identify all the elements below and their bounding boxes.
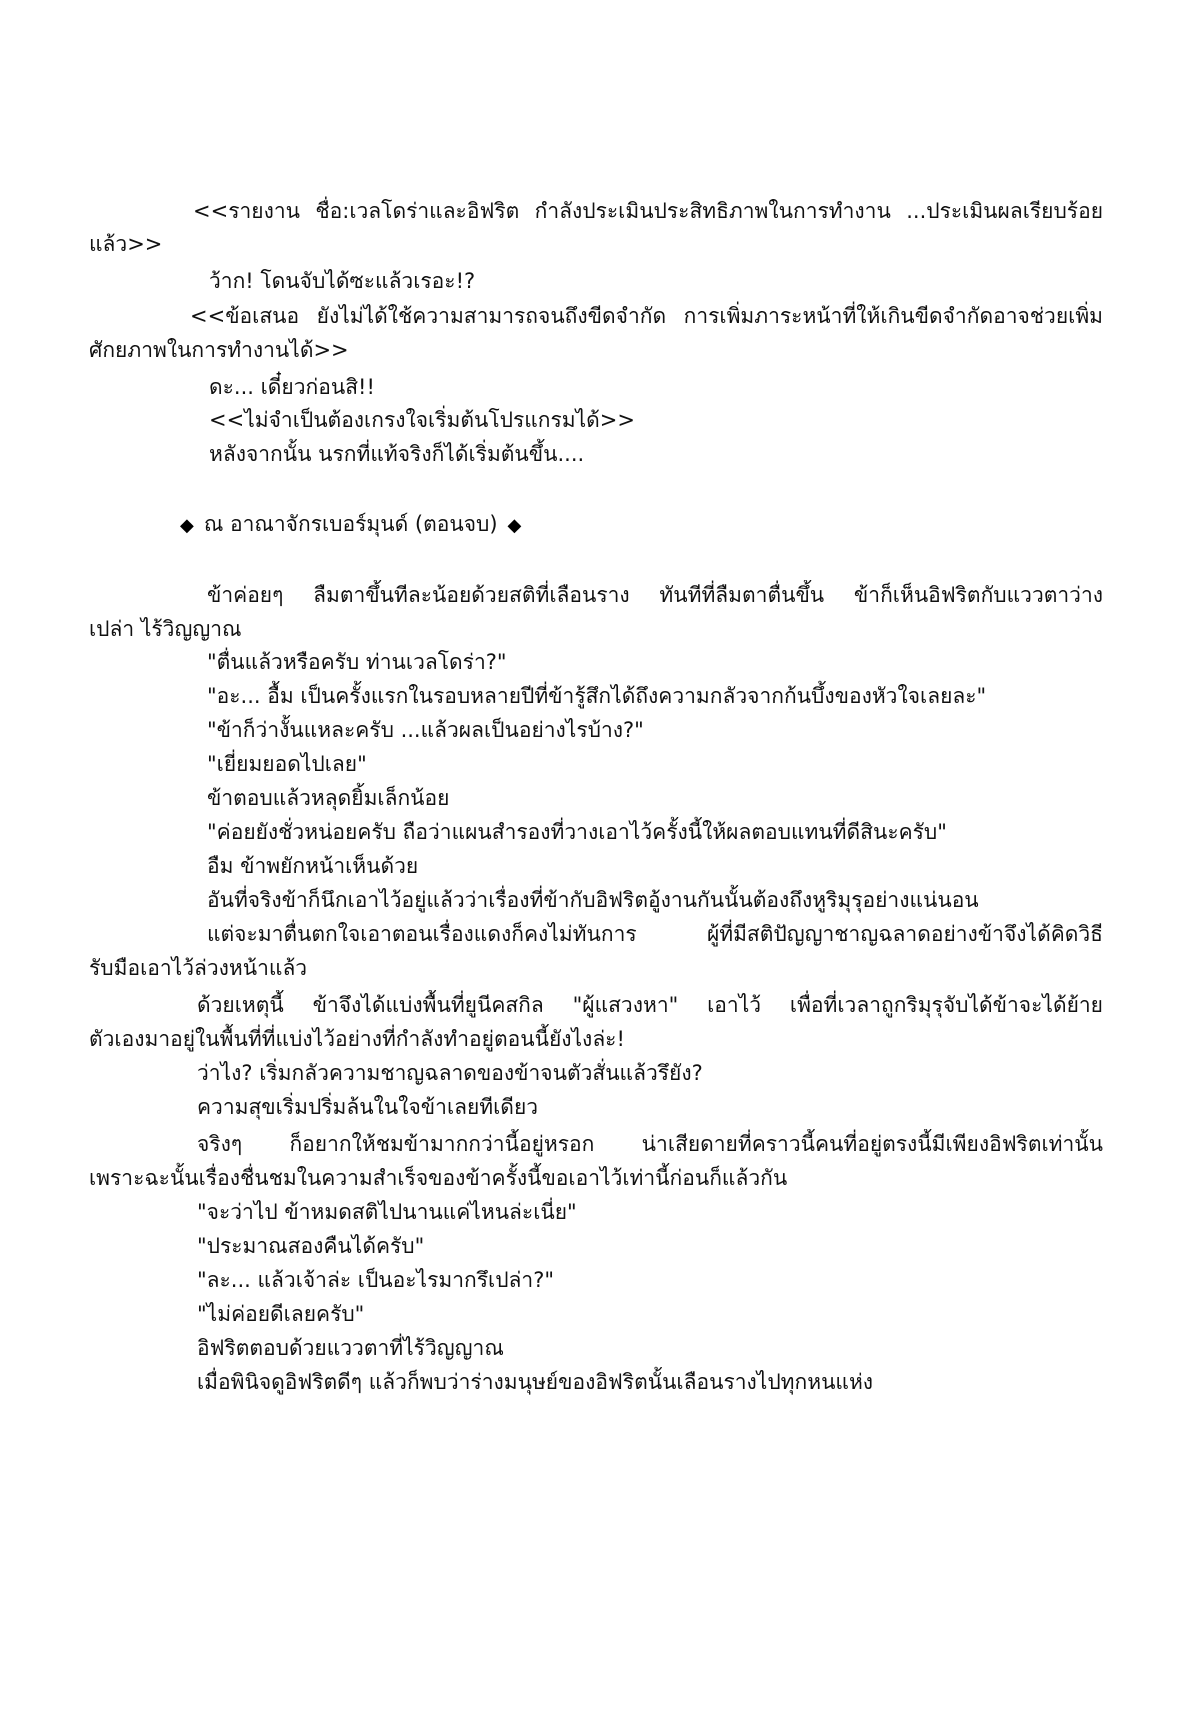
paragraph-line: ว่าไง? เริ่มกลัวความชาญฉลาดของข้าจนตัวสั่นแล้วรึยัง?	[197, 1061, 703, 1085]
paragraph-line: <<ข้อเสนอ ยังไม่ได้ใช้ความสามารถจนถึงขีดจำกัด การเพิ่มภาระหน้าที่ให้เกินขีดจำกัดอาจช่วยเพิ่ม	[190, 304, 1103, 328]
paragraph-line: "ละ... แล้วเจ้าล่ะ เป็นอะไรมากรึเปล่า?"	[197, 1268, 554, 1292]
paragraph-line: เพราะฉะนั้นเรื่องชื่นชมในความสำเร็จของข้าครั้งนี้ขอเอาไว้เท่านี้ก่อนก็แล้วกัน	[89, 1166, 788, 1190]
paragraph-line: "อะ... อื้ม เป็นครั้งแรกในรอบหลายปีที่ข้ารู้สึกได้ถึงความกลัวจากก้นบึ้งของหัวใจเลยละ"	[207, 684, 987, 708]
paragraph-line: <<ไม่จำเป็นต้องเกรงใจเริ่มต้นโปรแกรมได้>>	[209, 408, 635, 432]
section-heading	[180, 509, 521, 541]
paragraph-line: ข้าค่อยๆ ลืมตาขึ้นทีละน้อยด้วยสติที่เลือนราง ทันทีที่ลืมตาตื่นขึ้น ข้าก็เห็นอิฟริตกับแววตาว่าง	[207, 583, 1103, 607]
paragraph-line: ว้าก! โดนจับได้ซะแล้วเรอะ!?	[209, 269, 476, 293]
paragraph-line: แล้ว>>	[89, 232, 163, 256]
diamond-bullet-icon: ◆	[507, 515, 522, 536]
paragraph-line: เปล่า ไร้วิญญาณ	[89, 617, 242, 641]
paragraph-line: อันที่จริงข้าก็นึกเอาไว้อยู่แล้วว่าเรื่องที่ข้ากับอิฟริตอู้งานกันนั้นต้องถึงหูริมุรุอย่างแน่นอน	[207, 888, 979, 912]
diamond-bullet-icon: ◆	[180, 515, 194, 536]
paragraph-line: เมื่อพินิจดูอิฟริตดีๆ แล้วก็พบว่าร่างมนุษย์ของอิฟริตนั้นเลือนรางไปทุกหนแห่ง	[197, 1370, 874, 1394]
paragraph-line: อิฟริตตอบด้วยแววตาที่ไร้วิญญาณ	[197, 1336, 504, 1360]
paragraph-line: ความสุขเริ่มปริ่มล้นในใจข้าเลยทีเดียว	[197, 1095, 539, 1119]
paragraph-line: แต่จะมาตื่นตกใจเอาตอนเรื่องแดงก็คงไม่ทันการ ผู้ที่มีสติปัญญาชาญฉลาดอย่างข้าจึงได้คิดวิธี	[207, 922, 1103, 946]
paragraph-line: หลังจากนั้น นรกที่แท้จริงก็ได้เริ่มต้นขึ้น....	[209, 442, 585, 466]
paragraph-line: "ข้าก็ว่างั้นแหละครับ ...แล้วผลเป็นอย่างไรบ้าง?"	[207, 718, 644, 742]
paragraph-line: <<รายงาน ชื่อ:เวลโดร่าและอิฟริต กำลังประเมินประสิทธิภาพในการทำงาน ...ประเมินผลเรียบร้อย	[193, 199, 1103, 223]
paragraph-line: "ค่อยยังชั่วหน่อยครับ ถือว่าแผนสำรองที่วางเอาไว้ครั้งนี้ให้ผลตอบแทนที่ดีสินะครับ"	[207, 820, 947, 844]
paragraph-line: ด้วยเหตุนี้ ข้าจึงได้แบ่งพื้นที่ยูนีคสกิล "ผู้แสวงหา" เอาไว้ เพื่อที่เวลาถูกริมุรุจับได้ข้าจะได้ย้าย	[197, 993, 1103, 1017]
paragraph-line: ข้าตอบแล้วหลุดยิ้มเล็กน้อย	[207, 786, 450, 810]
section-heading-text: ณ อาณาจักรเบอร์มุนด์ (ตอนจบ)	[203, 512, 498, 536]
paragraph-line: รับมือเอาไว้ล่วงหน้าแล้ว	[89, 956, 308, 980]
paragraph-line: "เยี่ยมยอดไปเลย"	[207, 752, 367, 776]
paragraph-line: อืม ข้าพยักหน้าเห็นด้วย	[207, 854, 419, 878]
paragraph-line: ตัวเองมาอยู่ในพื้นที่ที่แบ่งไว้อย่างที่กำลังทำอยู่ตอนนี้ยังไงล่ะ!	[89, 1027, 625, 1051]
paragraph-line: "ประมาณสองคืนได้ครับ"	[197, 1234, 425, 1258]
paragraph-line: "ตื่นแล้วหรือครับ ท่านเวลโดร่า?"	[207, 650, 507, 674]
paragraph-line: "ไม่ค่อยดีเลยครับ"	[197, 1302, 365, 1326]
paragraph-line: ศักยภาพในการทำงานได้>>	[89, 338, 349, 362]
paragraph-line: "จะว่าไป ข้าหมดสติไปนานแค่ไหนล่ะเนี่ย"	[197, 1200, 577, 1224]
paragraph-line: จริงๆ ก็อยากให้ชมข้ามากกว่านี้อยู่หรอก น่าเสียดายที่คราวนี้คนที่อยู่ตรงนี้มีเพียงอิฟริตเท่านั้น	[197, 1132, 1103, 1156]
paragraph-line: ดะ... เดี๋ยวก่อนสิ!!	[209, 375, 375, 399]
